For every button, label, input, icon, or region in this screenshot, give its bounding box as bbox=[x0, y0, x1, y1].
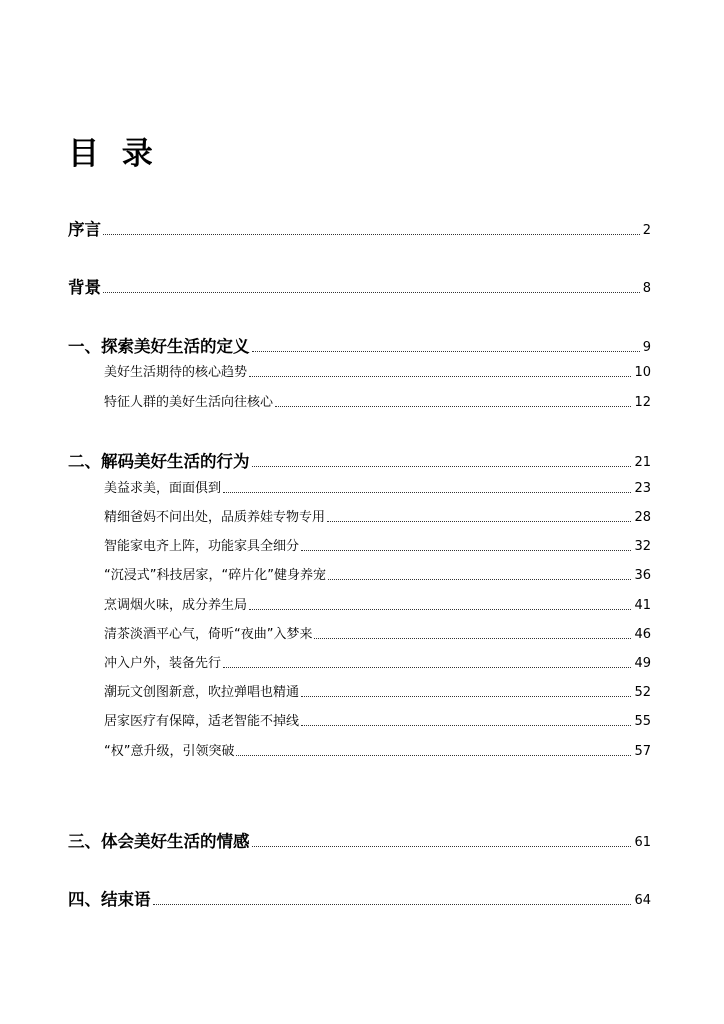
toc-entry-label: 美好生活期待的核心趋势 bbox=[104, 365, 248, 380]
dot-leader bbox=[252, 351, 640, 352]
toc-entry-page: 9 bbox=[642, 340, 651, 355]
dot-leader bbox=[252, 846, 632, 847]
toc-entry-label: 居家医疗有保障，适老智能不掉线 bbox=[104, 714, 300, 729]
toc-entry-page: 28 bbox=[634, 510, 651, 525]
toc-entry-label: 精细爸妈不问出处，品质养娃专物专用 bbox=[104, 510, 326, 525]
toc-entry-page: 12 bbox=[634, 395, 651, 410]
toc-entry-label: 潮玩文创图新意，吹拉弹唱也精通 bbox=[104, 685, 300, 700]
dot-leader bbox=[223, 667, 631, 668]
toc-entry-page: 49 bbox=[634, 656, 651, 671]
toc-entry-page: 52 bbox=[634, 685, 651, 700]
dot-leader bbox=[103, 292, 640, 293]
toc-entry-label: 序言 bbox=[68, 220, 101, 239]
toc-subentry[interactable] bbox=[104, 597, 651, 615]
dot-leader bbox=[103, 234, 640, 235]
toc-title: 目 录 bbox=[68, 136, 159, 172]
toc-entry-label: 三、体会美好生活的情感 bbox=[68, 832, 250, 851]
toc-entry-page: 10 bbox=[634, 365, 651, 380]
toc-entry-label: “沉浸式”科技居家，“碎片化”健身养宠 bbox=[104, 568, 326, 583]
toc-subentry[interactable] bbox=[104, 655, 651, 673]
toc-entry[interactable] bbox=[68, 830, 651, 854]
toc-entry[interactable] bbox=[68, 450, 651, 474]
toc-entry-page: 21 bbox=[634, 455, 651, 470]
dot-leader bbox=[153, 904, 632, 905]
dot-leader bbox=[236, 755, 631, 756]
toc-subentry[interactable] bbox=[104, 538, 651, 556]
toc-entry-label: “权”意升级，引领突破 bbox=[104, 744, 235, 759]
toc-subentry[interactable] bbox=[104, 509, 651, 527]
dot-leader bbox=[328, 579, 632, 580]
toc-entry-label: 一、探索美好生活的定义 bbox=[68, 337, 250, 356]
toc-subentry[interactable] bbox=[104, 713, 651, 731]
toc-entry-page: 8 bbox=[642, 281, 651, 296]
toc-entry-label: 二、解码美好生活的行为 bbox=[68, 452, 250, 471]
dot-leader bbox=[301, 725, 631, 726]
toc-entry-label: 四、结束语 bbox=[68, 890, 151, 909]
toc-entry-page: 36 bbox=[634, 568, 651, 583]
toc-entry-page: 46 bbox=[634, 627, 651, 642]
toc-entry-label: 特征人群的美好生活向往核心 bbox=[104, 395, 274, 410]
toc-entry-page: 32 bbox=[634, 539, 651, 554]
toc-entry-label: 清茶淡酒平心气，倚听“夜曲”入梦来 bbox=[104, 627, 313, 642]
toc-entry-page: 64 bbox=[634, 893, 651, 908]
toc-subentry[interactable] bbox=[104, 480, 651, 498]
toc-entry-page: 41 bbox=[634, 598, 651, 613]
toc-subentry[interactable] bbox=[104, 567, 651, 585]
toc-entry-label: 烹调烟火味，成分养生局 bbox=[104, 598, 248, 613]
toc-entry-page: 23 bbox=[634, 481, 651, 496]
toc-entry-label: 冲入户外，装备先行 bbox=[104, 656, 222, 671]
dot-leader bbox=[249, 376, 631, 377]
dot-leader bbox=[301, 550, 631, 551]
toc-entry-page: 2 bbox=[642, 223, 651, 238]
dot-leader bbox=[223, 492, 631, 493]
dot-leader bbox=[275, 406, 631, 407]
toc-entry-label: 智能家电齐上阵，功能家具全细分 bbox=[104, 539, 300, 554]
toc-entry[interactable] bbox=[68, 888, 651, 912]
toc-entry[interactable] bbox=[68, 276, 651, 300]
toc-entry-label: 背景 bbox=[68, 278, 101, 297]
dot-leader bbox=[249, 609, 631, 610]
toc-entry-page: 57 bbox=[634, 744, 651, 759]
toc-subentry[interactable] bbox=[104, 743, 651, 761]
toc-entry[interactable] bbox=[68, 218, 651, 242]
dot-leader bbox=[314, 638, 631, 639]
dot-leader bbox=[252, 466, 632, 467]
toc-subentry[interactable] bbox=[104, 394, 651, 412]
toc-subentry[interactable] bbox=[104, 626, 651, 644]
toc-subentry[interactable] bbox=[104, 364, 651, 382]
toc-subentry[interactable] bbox=[104, 684, 651, 702]
dot-leader bbox=[301, 696, 631, 697]
toc-entry-label: 美益求美，面面俱到 bbox=[104, 481, 222, 496]
dot-leader bbox=[327, 521, 631, 522]
toc-entry[interactable] bbox=[68, 335, 651, 359]
toc-entry-page: 61 bbox=[634, 835, 651, 850]
toc-entry-page: 55 bbox=[634, 714, 651, 729]
